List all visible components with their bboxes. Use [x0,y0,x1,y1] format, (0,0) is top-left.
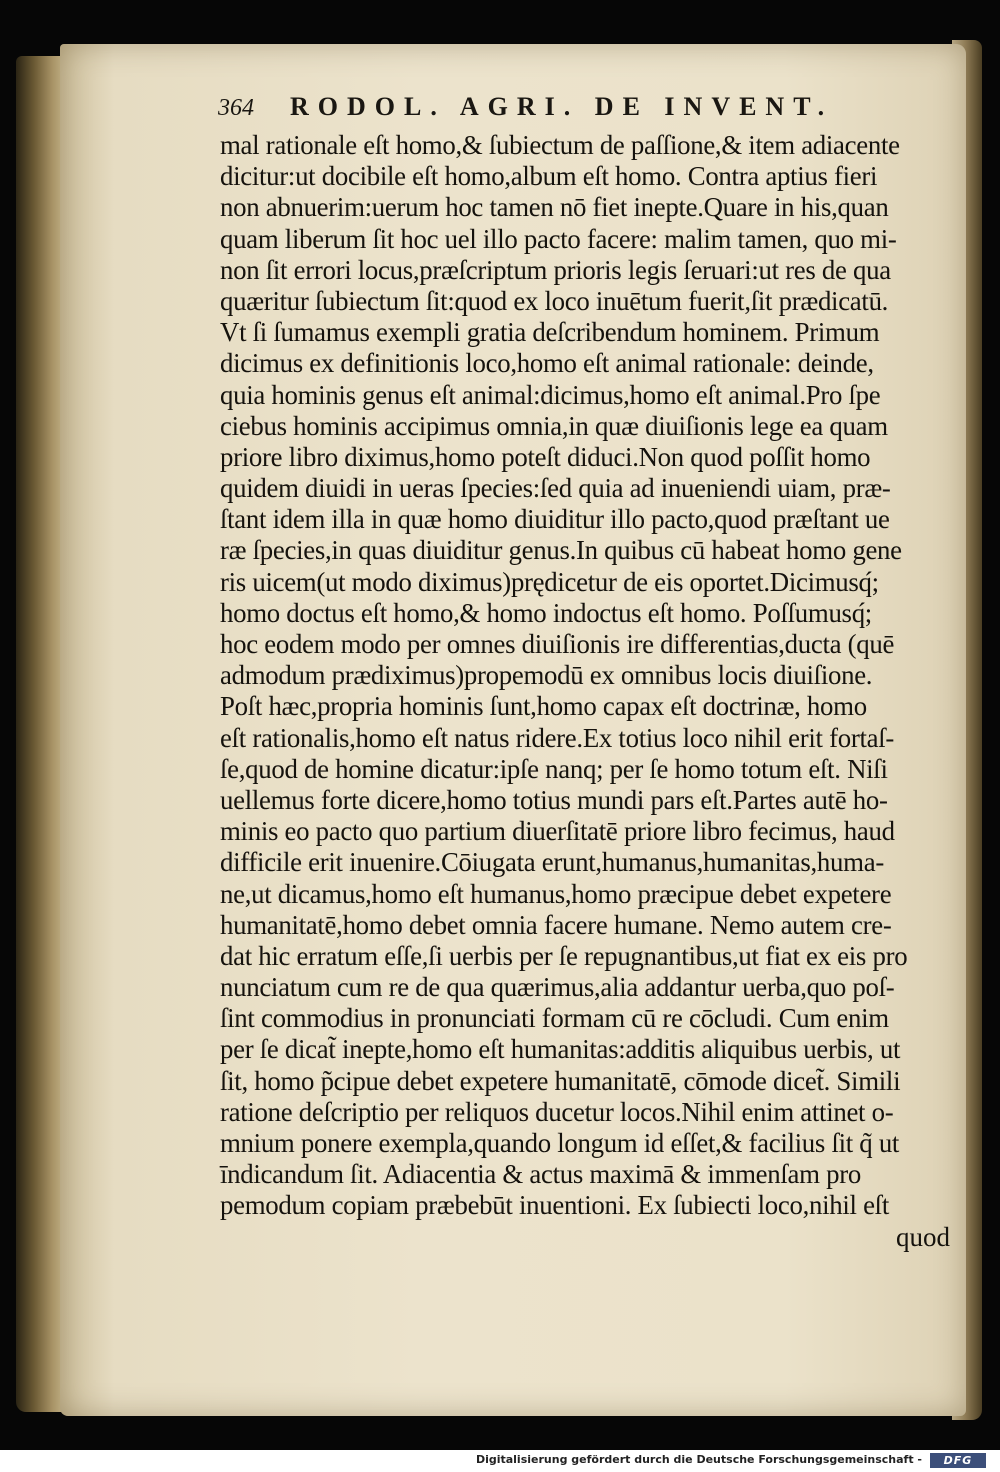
text-line: hoc eodem modo per omnes diuiſionis ire differentias,ducta (quē [220,629,895,659]
text-line: humanitatē,homo debet omnia facere humane. Nemo autem cre- [220,909,892,940]
text-line: uellemus forte dicere,homo totius mundi pars eſt.Partes autē ho- [220,784,888,815]
text-line: admodum prædiximus)propemodū ex omnibus locis diuiſione. [220,660,873,691]
text-line: ne,ut dicamus,homo eſt humanus,homo præcipue debet expetere [220,878,892,909]
text-line: per ſe dicat̃ inepte,homo eſt humanitas:additis aliquibus uerbis, ut [220,1034,901,1065]
footer-bar [0,1450,1000,1472]
footer-credit: Digitalisierung gefördert durch die Deutsche Forschungsgemeinschaft - [475,1453,922,1466]
text-line: ratione deſcriptio per reliquos ducetur locos.Nihil enim attinet o- [220,1096,894,1127]
page-number: 364 [218,95,254,121]
text-line: mal rationale eſt homo,& ſubiectum de paſſione,& item adiacente [220,130,900,160]
text-line: quæritur ſubiectum ſit:quod ex loco inuētum fuerit,ſit prædicatū. [220,285,889,316]
catchword: quod [896,1221,950,1252]
text-line: eſt rationalis,homo eſt natus ridere.Ex totius loco nihil erit fortaſ- [220,722,894,753]
text-line: ræ ſpecies,in quas diuiditur genus.In quibus cū habeat homo gene [220,535,902,566]
text-line: quia hominis genus eſt animal:dicimus,homo eſt animal.Pro ſpe [220,379,881,410]
text-line: dat hic erratum eſſe,ſi uerbis per ſe repugnantibus,ut fiat ex eis pro [220,940,908,971]
page-header [218,92,868,132]
text-line: ſit, homo p̃cipue debet expetere humanitatē, cōmode dicet̃. Simili [220,1065,901,1096]
text-line: priore libro diximus,homo poteſt diduci.Non quod poſſit homo [220,441,871,472]
text-line: quidem diuidi in ueras ſpecies:ſed quia ad inueniendi uiam, præ- [220,473,891,504]
text-line: non abnuerim:uerum hoc tamen nō fiet inepte.Quare in his,quan [220,192,889,223]
text-line: minis eo pacto quo partium diuerſitatē priore libro fecimus, haud [220,816,895,847]
text-line: dicitur:ut docibile eſt homo,album eſt homo. Contra aptius fieri [220,161,878,192]
text-line: mnium ponere exempla,quando longum id eſſet,& facilius ſit q̃ ut [220,1128,900,1158]
text-line: Vt ſi ſumamus exempli gratia deſcribendum hominem. Primum [220,317,880,348]
text-line: homo doctus eſt homo,& homo indoctus eſt homo. Poſſumusq́; [220,597,872,628]
text-line: pemodum copiam præbebūt inuentioni. Ex ſubiecti loco,nihil eſt [220,1190,889,1221]
text-line: difficile erit inuenire.Cōiugata erunt,humanus,humanitas,huma- [220,847,884,878]
text-line: ſint commodius in pronunciati formam cū re cōcludi. Cum enim [220,1003,889,1034]
text-line: ſe,quod de homine dicatur:ipſe nanq; per ſe homo totum eſt. Niſi [220,753,888,784]
text-line: quam liberum ſit hoc uel illo pacto facere: malim tamen, quo mi- [220,223,897,254]
text-line: non ſit errori locus,præſcriptum prioris legis ſeruari:ut res de qua [220,254,891,285]
text-line: ciebus hominis accipimus omnia,in quæ diuiſionis lege ea quam [220,410,888,441]
running-head: RODOL. AGRI. DE INVENT. [290,92,834,121]
text-line: ris uicem(ut modo diximus)prędicetur de eis oportet.Dicimusq́; [220,566,879,597]
body-text [220,130,960,1253]
text-line: ſtant idem illa in quæ homo diuiditur illo pacto,quod præſtant ue [220,504,890,535]
dfg-logo: DFG [930,1453,986,1468]
text-line: Poſt hæc,propria hominis ſunt,homo capax eſt doctrinæ, homo [220,691,867,722]
text-line: nunciatum cum re de qua quærimus,alia addantur uerba,quo poſ- [220,972,895,1003]
text-line: dicimus ex definitionis loco,homo eſt animal rationale: deinde, [220,348,874,379]
text-line: īndicandum ſit. Adiacentia & actus maximā & immenſam pro [220,1159,861,1190]
